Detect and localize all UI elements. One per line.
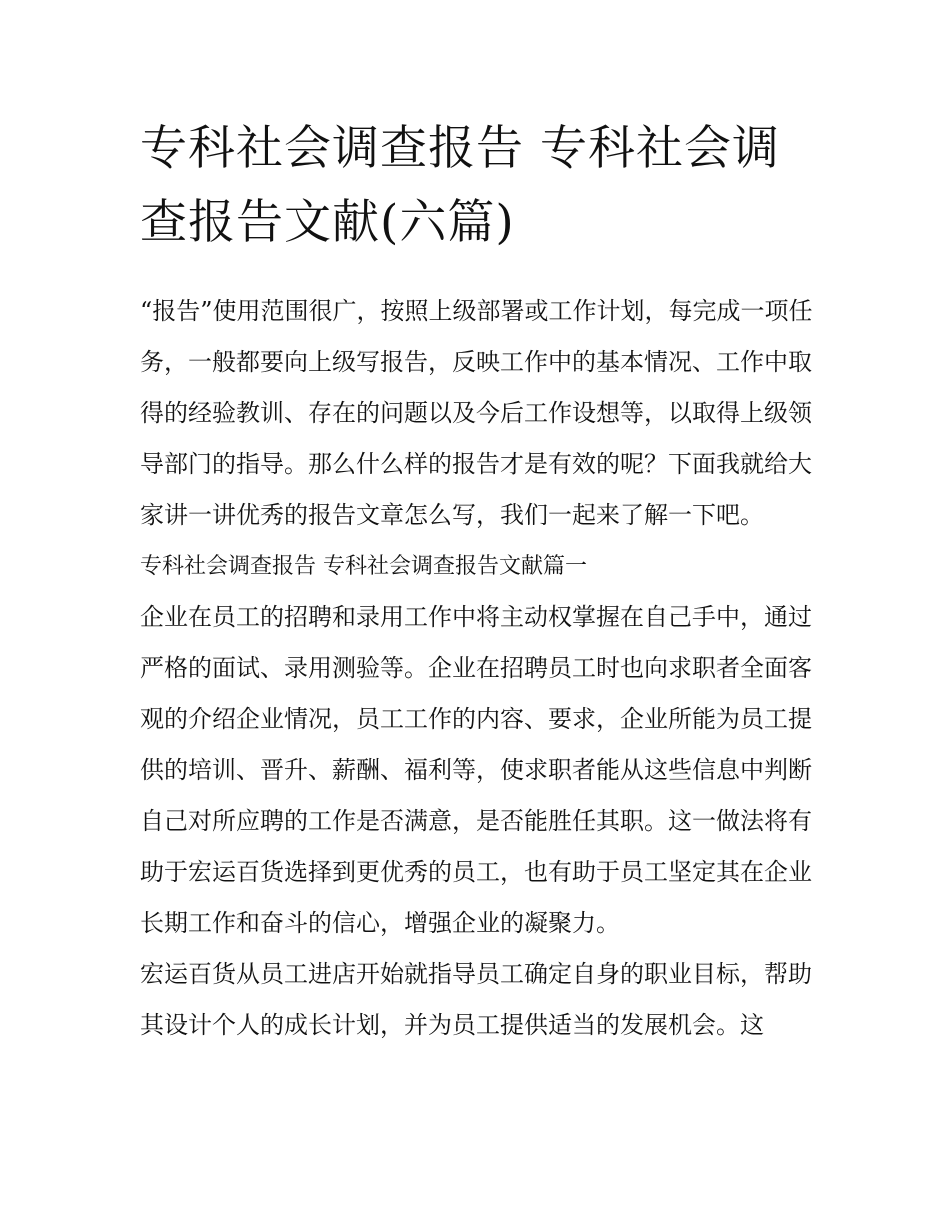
- document-title: 专科社会调查报告 专科社会调查报告文献(六篇): [140, 121, 780, 250]
- section-heading: 专科社会调查报告 专科社会调查报告文献篇一: [140, 554, 587, 579]
- body-paragraph-2: 宏运百货从员工进店开始就指导员工确定自身的职业目标，帮助其设计个人的成长计划，并为员工提供适当的发展机会。这: [140, 960, 812, 1039]
- body-paragraph-1: 企业在员工的招聘和录用工作中将主动权掌握在自己手中，通过严格的面试、录用测验等。企业在招聘员工时也向求职者全面客观的介绍企业情况，员工工作的内容、要求，企业所能为员工提供的培训、晋升、薪酬、福利等，使求职者能从这些信息中判断自己对所应聘的工作是否满意，是否能胜任其职。这一做法将有助于宏运百货选择到更优秀的员工，也有助于员工坚定其在企业长期工作和奋斗的信心，增强企业的凝聚力。: [140, 603, 812, 937]
- document-page: [140, 112, 820, 1051]
- intro-paragraph: “报告”使用范围很广，按照上级部署或工作计划，每完成一项任务，一般都要向上级写报告，反映工作中的基本情况、工作中取得的经验教训、存在的问题以及今后工作设想等，以取得上级领导部门的指导。那么什么样的报告才是有效的呢？下面我就给大家讲一讲优秀的报告文章怎么写，我们一起来了解一下吧。: [140, 297, 813, 529]
